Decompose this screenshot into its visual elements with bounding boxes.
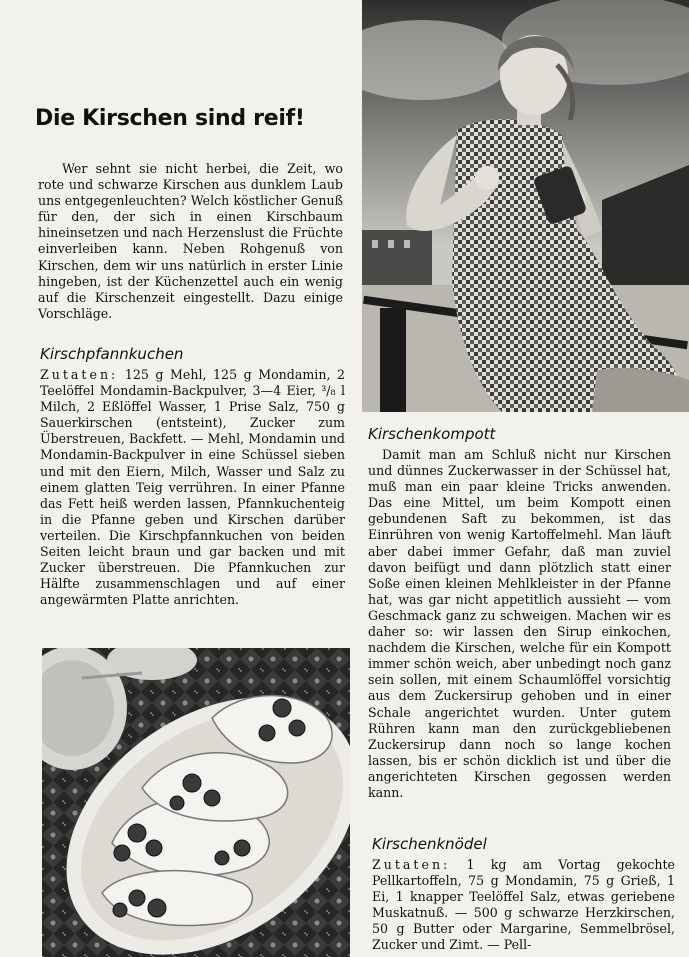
recipe-text: 1 kg am Vortag gekochte Pellkartoffeln, 75 g Mondamin, 75 g Grieß, 1 Ei, 1 knapper Teelöffel Salz, etwas geriebene Muskatnuß. — 500 g schwarze Herzkirschen, 50 g Butter oder Margarine, Semmelbrösel, Zucker und Zimt. — Pell- [372, 857, 675, 953]
recipe-text: 125 g Mehl, 125 g Mondamin, 2 Teelöffel Mondamin-Backpulver, 3—4 Eier, ³/₈ l Milch, 2 Eßlöffel Wasser, 1 Prise Salz, 750 g Sauerkirschen (entsteint), Zucker zum Überstreuen, Backfett. — Mehl, Mondamin und Mondamin-Backpulver in eine Schüssel sieben und mit den Eiern, Milch, Wasser und Salz zu einem glatten Teig verrühren. In einer Pfanne das Fett heiß werden lassen, Pfannkuchenteig in die Pfanne geben und Kirschen darüber verteilen. Die Kirschpfannkuchen von beiden Seiten leicht braun und gar backen und mit Zucker überstreuen. Die Pfannkuchen zur Hälfte zusammenschlagen und auf einer angewärmten Platte anrichten. [40, 367, 345, 608]
ingredients-label: Zutaten: [40, 367, 119, 382]
photo-cherry-pancakes [42, 648, 350, 957]
heading-kirschpfannkuchen: Kirschpfannkuchen [40, 345, 184, 363]
ingredients-label: Zutaten: [372, 857, 451, 872]
photo-girl-eating-cherries [362, 0, 689, 412]
intro-paragraph: Wer sehnt sie nicht herbei, die Zeit, wo rote und schwarze Kirschen aus dunklem Laub uns entgegenleuchten? Welch köstlicher Genuß für den, der sich in einen Kirschbaum hineinsetzen und nach Herzenslust die Früchte einverleiben kann. Neben Rohgenuß von Kirschen, dem wir uns natürlich in erster Linie hingeben, ist der Küchenzettel auch ein wenig auf die Kirschenzeit eingestellt. Dazu einige Vorschläge. [38, 161, 343, 321]
heading-kirschenknoedel: Kirschenknödel [372, 835, 487, 853]
heading-kirschenkompott: Kirschenkompott [368, 425, 496, 443]
recipe-kirschpfannkuchen [40, 367, 345, 608]
recipe-kirschenknoedel [372, 857, 675, 954]
article-title: Die Kirschen sind reif! [35, 106, 305, 131]
recipe-kirschenkompott: Damit man am Schluß nicht nur Kirschen und dünnes Zuckerwasser in der Schüssel hat, muß man ein paar kleine Tricks anwenden. Das eine Mittel, um beim Kompott einen gebundenen Saft zu bekommen, ist das Einrühren von wenig Kartoffelmehl. Man läuft aber dabei immer Gefahr, daß man zuviel davon beifügt und dann plötzlich statt einer Soße einen kleinen Mehlkleister in der Pfanne hat, was gar nicht appetitlich aussieht — vom Geschmack ganz zu schweigen. Machen wir es daher so: wir lassen den Sirup einkochen, nachdem die Kirschen, welche für ein Kompott immer schön weich, aber unbedingt noch ganz sein sollen, mit einem Schaumlöffel vorsichtig aus dem Zuckersirup gehoben und in einer Schale angerichtet wurden. Unter gutem Rühren kann man den zurückgebliebenen Zuckersirup dann noch so lange kochen lassen, bis er schön dicklich ist und über die angerichteten Kirschen gegossen werden kann. [368, 447, 671, 800]
